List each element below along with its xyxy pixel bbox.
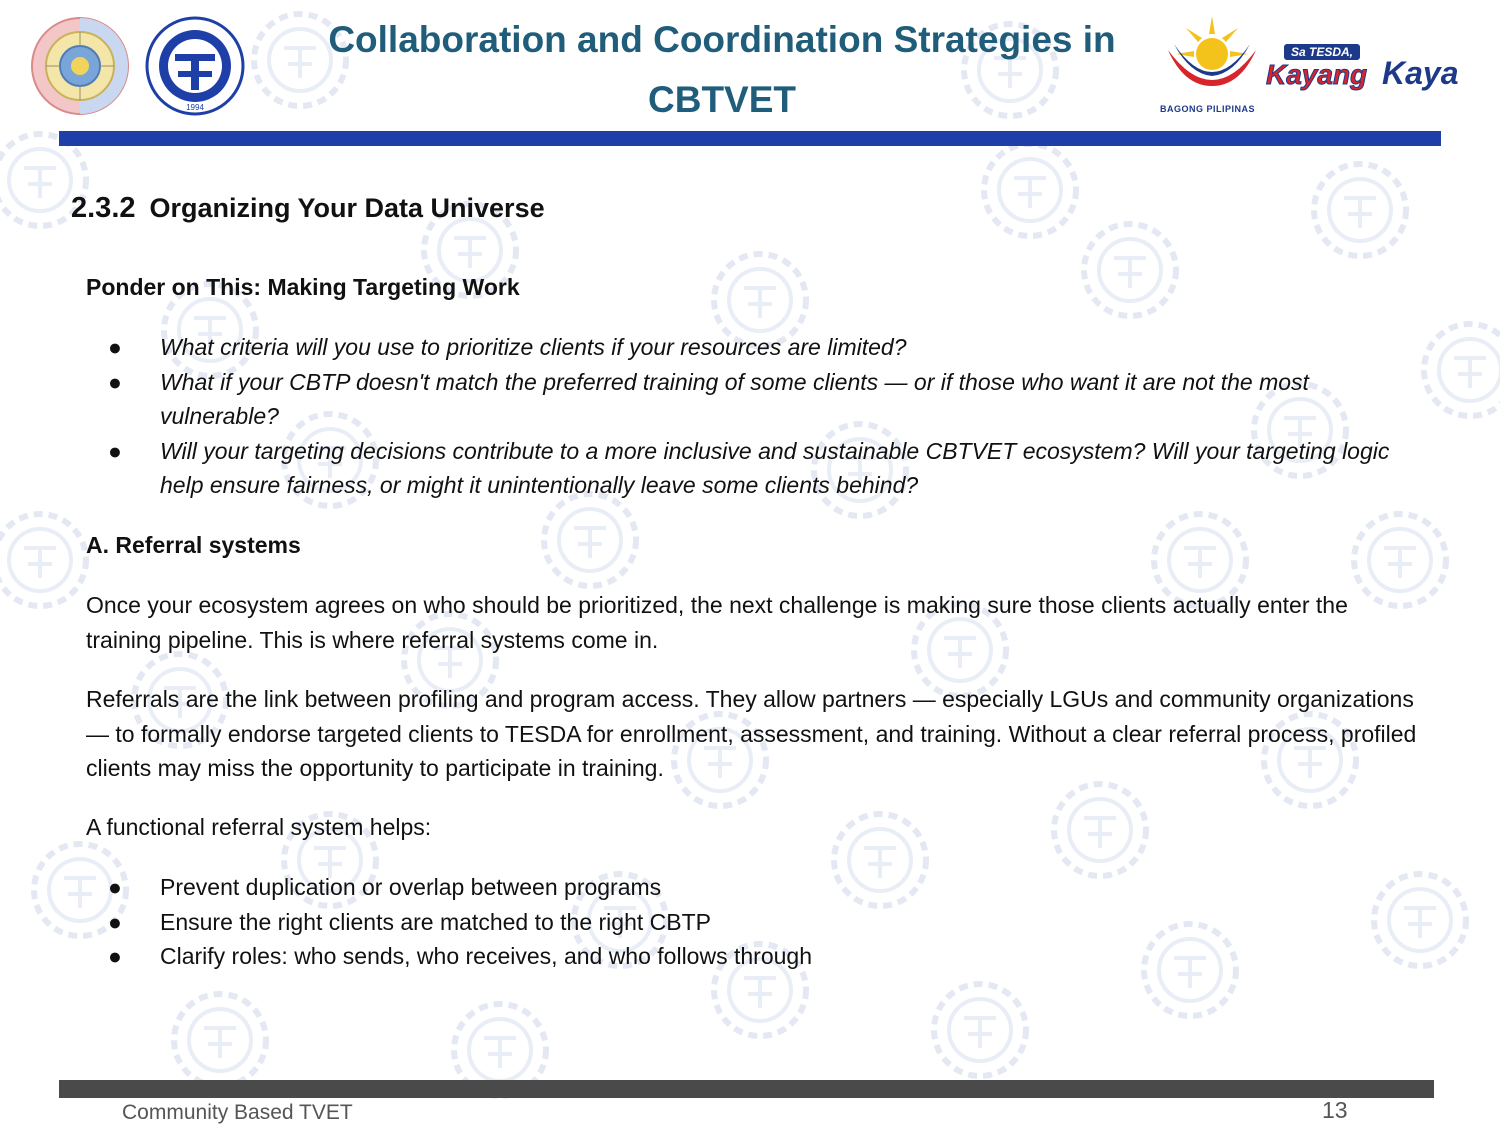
ponder-question-list (86, 330, 1426, 503)
ecosystem-wheel-logo (28, 16, 132, 116)
page-header-title (300, 10, 1144, 130)
kayang-word-1: Kayang (1266, 59, 1368, 90)
tesda-seal-logo (145, 16, 245, 116)
page-number: 13 (1322, 1097, 1348, 1123)
header-divider (59, 131, 1441, 146)
section-number: 2.3.2 (71, 192, 136, 224)
list-item (86, 365, 1426, 434)
section-title: Organizing Your Data Universe (149, 193, 545, 223)
list-item (86, 434, 1426, 503)
kayang-word-2: Kaya (1382, 55, 1459, 91)
bullet-icon: ● (108, 874, 122, 900)
bullet-icon: ● (108, 943, 122, 969)
footer-label: Community Based TVET (122, 1101, 353, 1124)
list-item (86, 870, 1426, 905)
header-title-line-1: Collaboration and Coordination Strategies in (328, 19, 1116, 60)
bagong-pilipinas-label: BAGONG PILIPINAS (1160, 104, 1256, 114)
referral-paragraph-1: Once your ecosystem agrees on who should be prioritized, the next challenge is making sure those clients actually enter the training pipeline. This is where referral systems come in. (86, 592, 1348, 653)
bullet-icon: ● (108, 368, 122, 395)
kayang-top-label: Sa TESDA, (1290, 45, 1354, 59)
footer-divider (59, 1080, 1434, 1098)
list-item-text: Ensure the right clients are matched to the right CBTP (160, 908, 711, 935)
referral-heading: A. Referral systems (86, 532, 301, 558)
list-item-text: Will your targeting decisions contribute to a more inclusive and sustainable CBTVET ecosystem? Will your targeting logic help ensure fairness, or might it unintentionally leave some clients behind? (160, 437, 1390, 498)
list-item (86, 330, 1426, 365)
bagong-pilipinas-logo (1160, 14, 1260, 104)
ponder-heading: Ponder on This: Making Targeting Work (86, 274, 520, 300)
list-item (86, 939, 1426, 974)
tesda-seal-year: 1994 (186, 103, 204, 112)
sa-tesda-kayang-kaya-logo (1262, 42, 1482, 92)
list-item-text: Clarify roles: who sends, who receives, and who follows through (160, 943, 812, 969)
bullet-icon: ● (108, 334, 122, 360)
list-item (86, 905, 1426, 940)
list-item-text: What if your CBTP doesn't match the preferred training of some clients — or if those who want it are not the most vulnerable? (160, 368, 1309, 429)
list-item-text: Prevent duplication or overlap between programs (160, 874, 662, 900)
bullet-icon: ● (108, 908, 122, 935)
referral-benefit-list (86, 870, 1426, 974)
referral-paragraph-2: Referrals are the link between profiling and program access. They allow partners — especially LGUs and community organizations — to formally endorse targeted clients to TESDA for enrollment, assessment, and training. Without a clear referral process, profiled clients may miss the opportunity to participate in training. (86, 686, 1417, 781)
section-heading (71, 192, 545, 225)
list-item-text: What criteria will you use to prioritize clients if your resources are limited? (160, 334, 907, 360)
bullet-icon: ● (108, 437, 122, 464)
header-title-line-2: CBTVET (648, 79, 796, 120)
referral-paragraph-3: A functional referral system helps: (86, 814, 432, 840)
